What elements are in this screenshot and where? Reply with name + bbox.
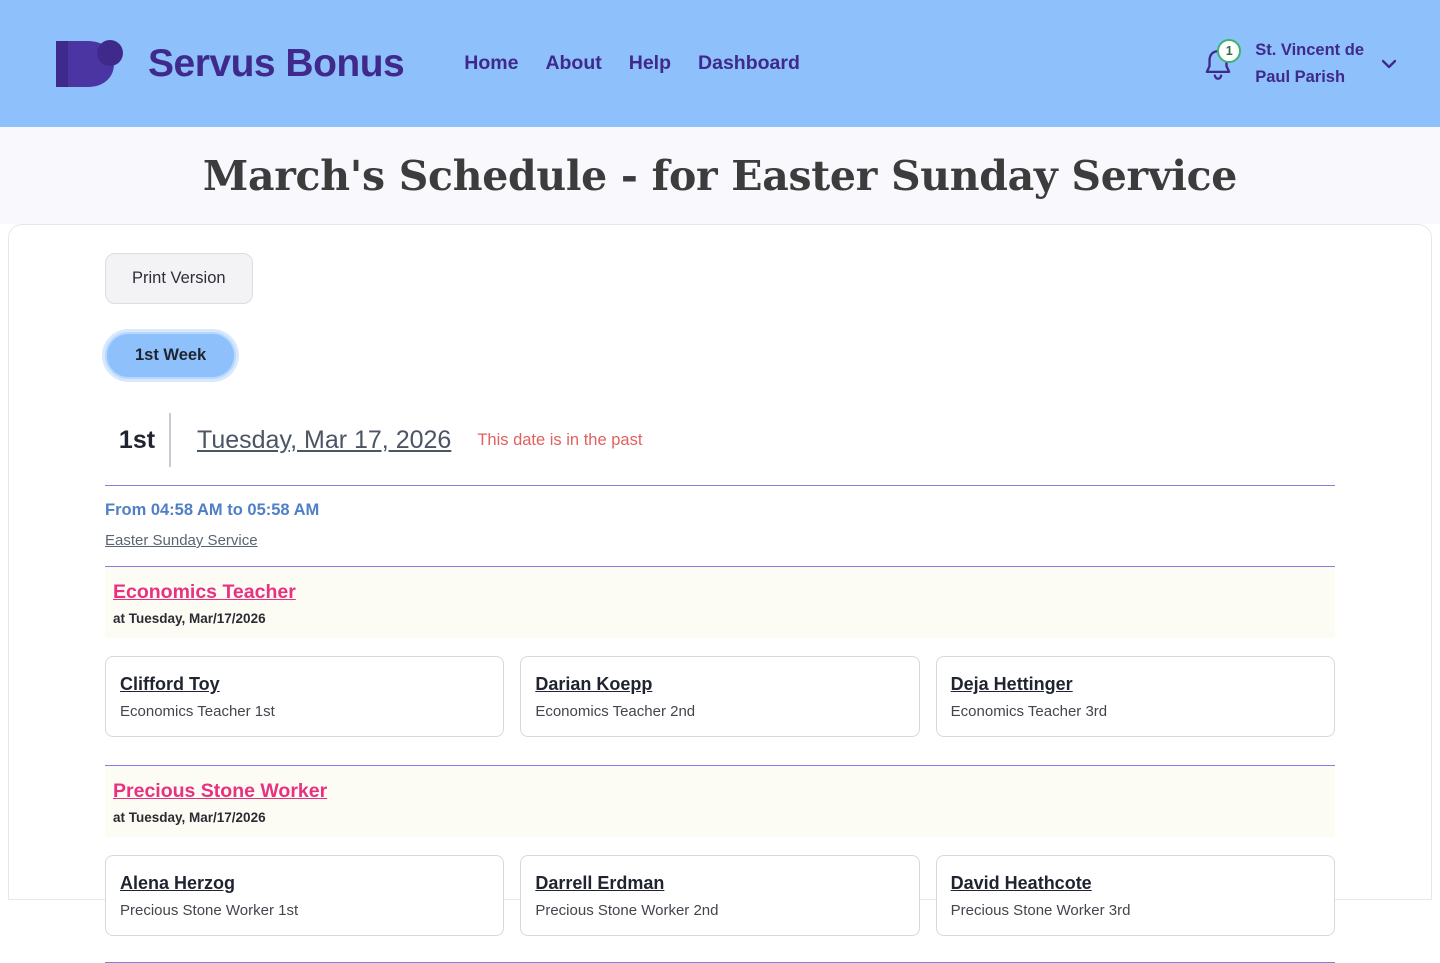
day-number: 1st xyxy=(118,425,156,454)
nav-item-dashboard[interactable]: Dashboard xyxy=(698,52,800,74)
slot-card[interactable] xyxy=(105,855,504,936)
time-range: From 04:58 AM to 05:58 AM xyxy=(105,501,320,519)
organization-name-line2: Paul Parish xyxy=(1255,67,1346,86)
role-subtitle: at Tuesday, Mar/17/2026 xyxy=(113,810,266,825)
slot-position: Economics Teacher 3rd xyxy=(950,703,1108,720)
week-tab-1st-week[interactable]: 1st Week xyxy=(105,332,236,379)
slot-person-name[interactable]: Clifford Toy xyxy=(120,674,220,694)
brand[interactable] xyxy=(48,33,404,95)
day-divider xyxy=(169,413,171,467)
nav-item-home[interactable]: Home xyxy=(464,52,519,74)
card-inner xyxy=(9,253,1431,963)
slot-position: Economics Teacher 2nd xyxy=(535,703,696,720)
role-header xyxy=(105,567,1335,638)
role-section-precious-stone-worker xyxy=(105,766,1335,963)
slot-person-name[interactable]: Darian Koepp xyxy=(535,674,653,694)
slot-card[interactable] xyxy=(520,656,919,737)
role-section-economics-teacher xyxy=(105,567,1335,766)
slot-card[interactable] xyxy=(936,855,1335,936)
nav-item-about[interactable]: About xyxy=(545,52,602,74)
schedule-card xyxy=(8,224,1432,919)
role-subtitle: at Tuesday, Mar/17/2026 xyxy=(113,611,266,626)
slot-position: Economics Teacher 1st xyxy=(120,703,275,720)
role-slot-grid xyxy=(105,656,1335,737)
past-date-note: This date is in the past xyxy=(477,430,643,449)
day-header-row xyxy=(105,413,1335,486)
role-title[interactable]: Economics Teacher xyxy=(113,581,296,603)
notifications-button[interactable] xyxy=(1201,41,1241,87)
notification-badge: 1 xyxy=(1217,39,1241,63)
page-title-band xyxy=(0,127,1440,224)
slot-card[interactable] xyxy=(105,656,504,737)
header-actions xyxy=(1201,37,1400,89)
day-date-link[interactable]: Tuesday, Mar 17, 2026 xyxy=(197,425,452,454)
slot-person-name[interactable]: Darrell Erdman xyxy=(535,873,665,893)
slot-person-name[interactable]: David Heathcote xyxy=(950,873,1092,893)
print-version-button[interactable]: Print Version xyxy=(105,253,253,304)
role-slot-grid xyxy=(105,855,1335,936)
nav-item-help[interactable]: Help xyxy=(628,52,672,74)
chevron-down-icon[interactable] xyxy=(1378,53,1400,75)
brand-name: Servus Bonus xyxy=(148,41,405,85)
logo-icon xyxy=(48,33,130,95)
page-title: March's Schedule - for Easter Sunday Service xyxy=(202,151,1238,200)
service-link[interactable]: Easter Sunday Service xyxy=(105,532,258,549)
slot-person-name[interactable]: Deja Hettinger xyxy=(950,674,1073,694)
slot-card[interactable] xyxy=(520,855,919,936)
slot-position: Precious Stone Worker 3rd xyxy=(950,902,1131,919)
organization-name-line1: St. Vincent de xyxy=(1255,41,1364,60)
role-header xyxy=(105,766,1335,837)
main-nav xyxy=(464,52,800,75)
slot-position: Precious Stone Worker 2nd xyxy=(535,902,719,919)
slot-person-name[interactable]: Alena Herzog xyxy=(120,873,236,893)
slot-card[interactable] xyxy=(936,656,1335,737)
app-header xyxy=(0,0,1440,127)
organization-name[interactable] xyxy=(1255,37,1364,89)
slot-position: Precious Stone Worker 1st xyxy=(120,902,299,919)
role-title[interactable]: Precious Stone Worker xyxy=(113,780,328,802)
